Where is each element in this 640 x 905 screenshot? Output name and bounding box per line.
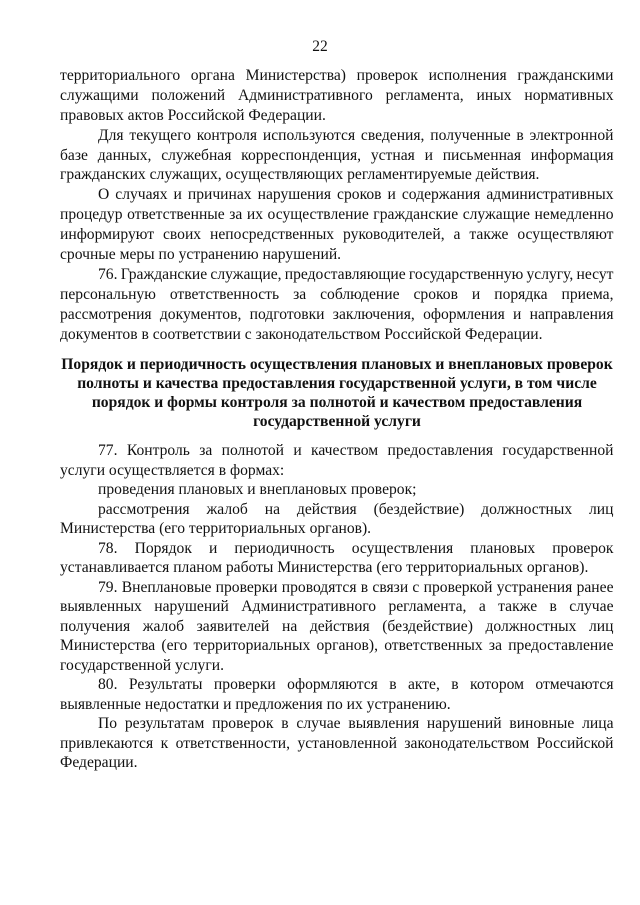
paragraph xyxy=(60,675,614,714)
text-line: базе данных, служебная корреспонденция, устная и письменная информация xyxy=(60,146,614,164)
text-block-control xyxy=(60,441,614,773)
text-line: рассмотрения документов, подготовки заключения, оформления и направления xyxy=(60,305,614,323)
text-line-box xyxy=(60,695,614,715)
text-line: Министерства (его территориальных органов). xyxy=(60,520,372,537)
paragraph xyxy=(60,480,614,500)
text-line: привлекаются к ответственности, установленной законодательством Российской xyxy=(60,734,614,752)
text-line-box xyxy=(60,205,614,225)
text-line-box xyxy=(60,305,614,325)
text-line: выявленных нарушений Административного регламента, а также в случае xyxy=(60,598,614,615)
heading-line: Порядок и периодичность осуществления плановых и внеплановых проверок xyxy=(61,356,613,373)
text-line: 80. Результаты проверки оформляются в акте, в котором отмечаются xyxy=(98,676,614,693)
text-line-box xyxy=(60,461,614,481)
text-line: рассмотрения жалоб на действия (бездействие) должностных лиц xyxy=(98,500,614,518)
text-line: территориального органа Министерства) проверок исполнения гражданскими xyxy=(60,67,614,84)
text-line-box xyxy=(60,441,614,461)
text-line: получения жалоб заявителей на действия (бездействие) должностных лиц xyxy=(60,617,614,635)
paragraph xyxy=(60,265,614,345)
text-line-box xyxy=(60,86,614,106)
text-line: 76. Гражданские служащие, предоставляющие государственную услугу, несут xyxy=(98,265,614,283)
text-line-box xyxy=(60,734,614,754)
text-line: устанавливается планом работы Министерства (его территориальных органов). xyxy=(60,559,589,576)
text-line-box xyxy=(60,245,614,265)
text-line-box xyxy=(60,656,614,676)
heading-line: порядок и формы контроля за полнотой и качеством предоставления xyxy=(91,394,583,411)
text-line: Министерства (его территориальных органов), ответственных за предоставление xyxy=(60,637,614,654)
text-line-box xyxy=(60,126,614,146)
text-line: Для текущего контроля используются сведения, полученные в электронной xyxy=(98,126,614,144)
text-line-box xyxy=(60,617,614,637)
paragraph xyxy=(60,539,614,578)
text-line-box xyxy=(60,597,614,617)
text-line: 77. Контроль за полнотой и качеством предоставления государственной xyxy=(98,442,614,459)
text-line-box xyxy=(60,753,614,773)
text-line: услуги осуществляется в формах: xyxy=(60,461,285,479)
text-line: По результатам проверок в случае выявления нарушений виновные лица xyxy=(98,715,614,732)
text-line-box xyxy=(60,675,614,695)
text-line: процедур ответственные за их осуществление гражданские служащие немедленно xyxy=(60,206,614,224)
text-line: персональную ответственность за соблюдение сроков и порядка приема, xyxy=(60,285,614,303)
text-line: 79. Внеплановые проверки проводятся в связи с проверкой устранения ранее xyxy=(98,578,614,596)
text-line: 78. Порядок и периодичность осуществления плановых проверок xyxy=(98,539,614,557)
text-line: служащими положений Административного регламента, иных нормативных xyxy=(60,86,614,104)
paragraph xyxy=(60,500,614,539)
paragraph xyxy=(60,441,614,480)
heading-line: государственной услуги xyxy=(253,413,421,430)
text-line: документов в соответствии с законодательством Российской Федерации. xyxy=(60,325,543,343)
text-line-box xyxy=(60,146,614,166)
paragraph xyxy=(60,185,614,265)
text-line: государственной услуги. xyxy=(60,656,224,674)
text-line-box xyxy=(60,714,614,734)
paragraph xyxy=(60,66,614,126)
section-heading xyxy=(60,355,614,431)
text-line-box xyxy=(60,636,614,656)
text-line-box xyxy=(60,480,614,500)
text-line-box xyxy=(60,106,614,126)
text-line-box xyxy=(60,185,614,205)
text-line: выявленные недостатки и предложения по их устранению. xyxy=(60,695,451,713)
text-line: информируют своих непосредственных руководителей, а также осуществляют xyxy=(60,226,614,244)
text-line: Федерации. xyxy=(60,754,138,771)
text-line: гражданских служащих, осуществляющих регламентируемые действия. xyxy=(60,166,540,184)
text-line-box xyxy=(60,539,614,559)
text-line-box xyxy=(60,265,614,285)
text-line-box xyxy=(60,225,614,245)
text-line-box xyxy=(60,285,614,305)
page-number: 22 xyxy=(312,38,328,55)
text-line: проведения плановых и внеплановых проверок; xyxy=(98,481,417,498)
paragraph xyxy=(60,126,614,186)
text-line: правовых актов Российской Федерации. xyxy=(60,106,326,124)
text-line-box xyxy=(60,500,614,520)
text-line-box xyxy=(60,325,614,345)
paragraph xyxy=(60,578,614,676)
text-line-box xyxy=(60,519,614,539)
text-block-intro xyxy=(60,66,614,344)
text-line: О случаях и причинах нарушения сроков и содержания административных xyxy=(98,186,614,204)
heading-line: полноты и качества предоставления государственной услуги, в том числе xyxy=(77,375,597,392)
text-line-box xyxy=(60,165,614,185)
text-line: срочные меры по устранению нарушений. xyxy=(60,246,342,264)
text-line-box xyxy=(60,558,614,578)
text-line-box xyxy=(60,66,614,86)
paragraph xyxy=(60,714,614,773)
text-line-box xyxy=(60,578,614,598)
